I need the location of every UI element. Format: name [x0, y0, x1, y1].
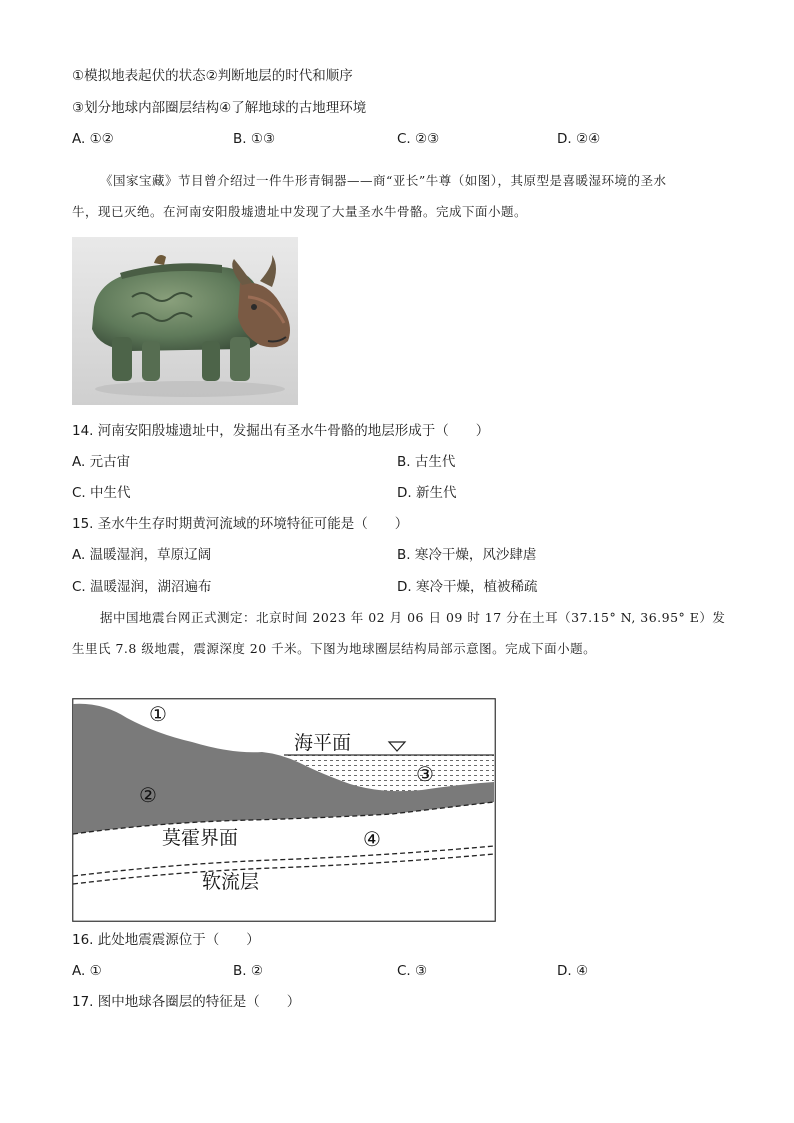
q16-option-d[interactable]: D. ④ [557, 963, 589, 979]
q14-option-c[interactable]: C. 中生代 [72, 485, 131, 501]
q16-option-b[interactable]: B. ② [233, 963, 263, 979]
q14-option-b[interactable]: B. 古生代 [397, 454, 456, 470]
q15-option-b[interactable]: B. 寒冷干燥，风沙肆虐 [397, 547, 537, 563]
label-4: ④ [363, 827, 381, 851]
passage-2-line-2: 生里氏 7.8 级地震，震源深度 20 千米。下图为地球圈层结构局部示意图。完成下面小题。 [72, 641, 597, 656]
q13-option-b[interactable]: B. ①③ [233, 131, 276, 147]
label-2: ② [139, 783, 157, 807]
earth-layer-diagram [72, 698, 496, 922]
q15-option-c[interactable]: C. 温暖湿润，湖沼遍布 [72, 579, 212, 595]
q16-stem: 16. 此处地震震源位于（ ） [72, 932, 260, 948]
q13-statement-2: ③划分地球内部圈层结构④了解地球的古地理环境 [72, 100, 367, 116]
bronze-ox-photo [72, 237, 298, 405]
q16-option-c[interactable]: C. ③ [397, 963, 428, 979]
passage-1-line-1: 《国家宝藏》节目曾介绍过一件牛形青铜器——商“亚长”牛尊（如图），其原型是喜暖湿环境的圣水 [100, 173, 667, 188]
q15-stem: 15. 圣水牛生存时期黄河流域的环境特征可能是（ ） [72, 516, 409, 532]
sea-level-label: 海平面 [294, 732, 352, 754]
q13-option-a[interactable]: A. ①② [72, 131, 114, 147]
q17-stem: 17. 图中地球各圈层的特征是（ ） [72, 994, 301, 1010]
asthenosphere-label: 软流层 [202, 871, 260, 893]
moho-label: 莫霍界面 [162, 827, 239, 849]
q14-option-d[interactable]: D. 新生代 [397, 485, 457, 501]
q13-option-c[interactable]: C. ②③ [397, 131, 440, 147]
q15-option-a[interactable]: A. 温暖湿润，草原辽阔 [72, 547, 212, 563]
q13-statement-1: ①模拟地表起伏的状态②判断地层的时代和顺序 [72, 68, 353, 84]
passage-2-line-1: 据中国地震台网正式测定：北京时间 2023 年 02 月 06 日 09 时 17 分在土耳（37.15° N, 36.95° E）发 [100, 610, 726, 625]
q14-option-a[interactable]: A. 元古宙 [72, 454, 131, 470]
label-1: ① [149, 702, 167, 726]
q15-option-d[interactable]: D. 寒冷干燥，植被稀疏 [397, 579, 538, 595]
passage-1-line-2: 牛，现已灭绝。在河南安阳殷墟遗址中发现了大量圣水牛骨骼。完成下面小题。 [72, 204, 528, 219]
q14-stem: 14. 河南安阳殷墟遗址中，发掘出有圣水牛骨骼的地层形成于（ ） [72, 423, 490, 439]
label-3: ③ [416, 762, 434, 786]
q13-option-d[interactable]: D. ②④ [557, 131, 601, 147]
q16-option-a[interactable]: A. ① [72, 963, 102, 979]
